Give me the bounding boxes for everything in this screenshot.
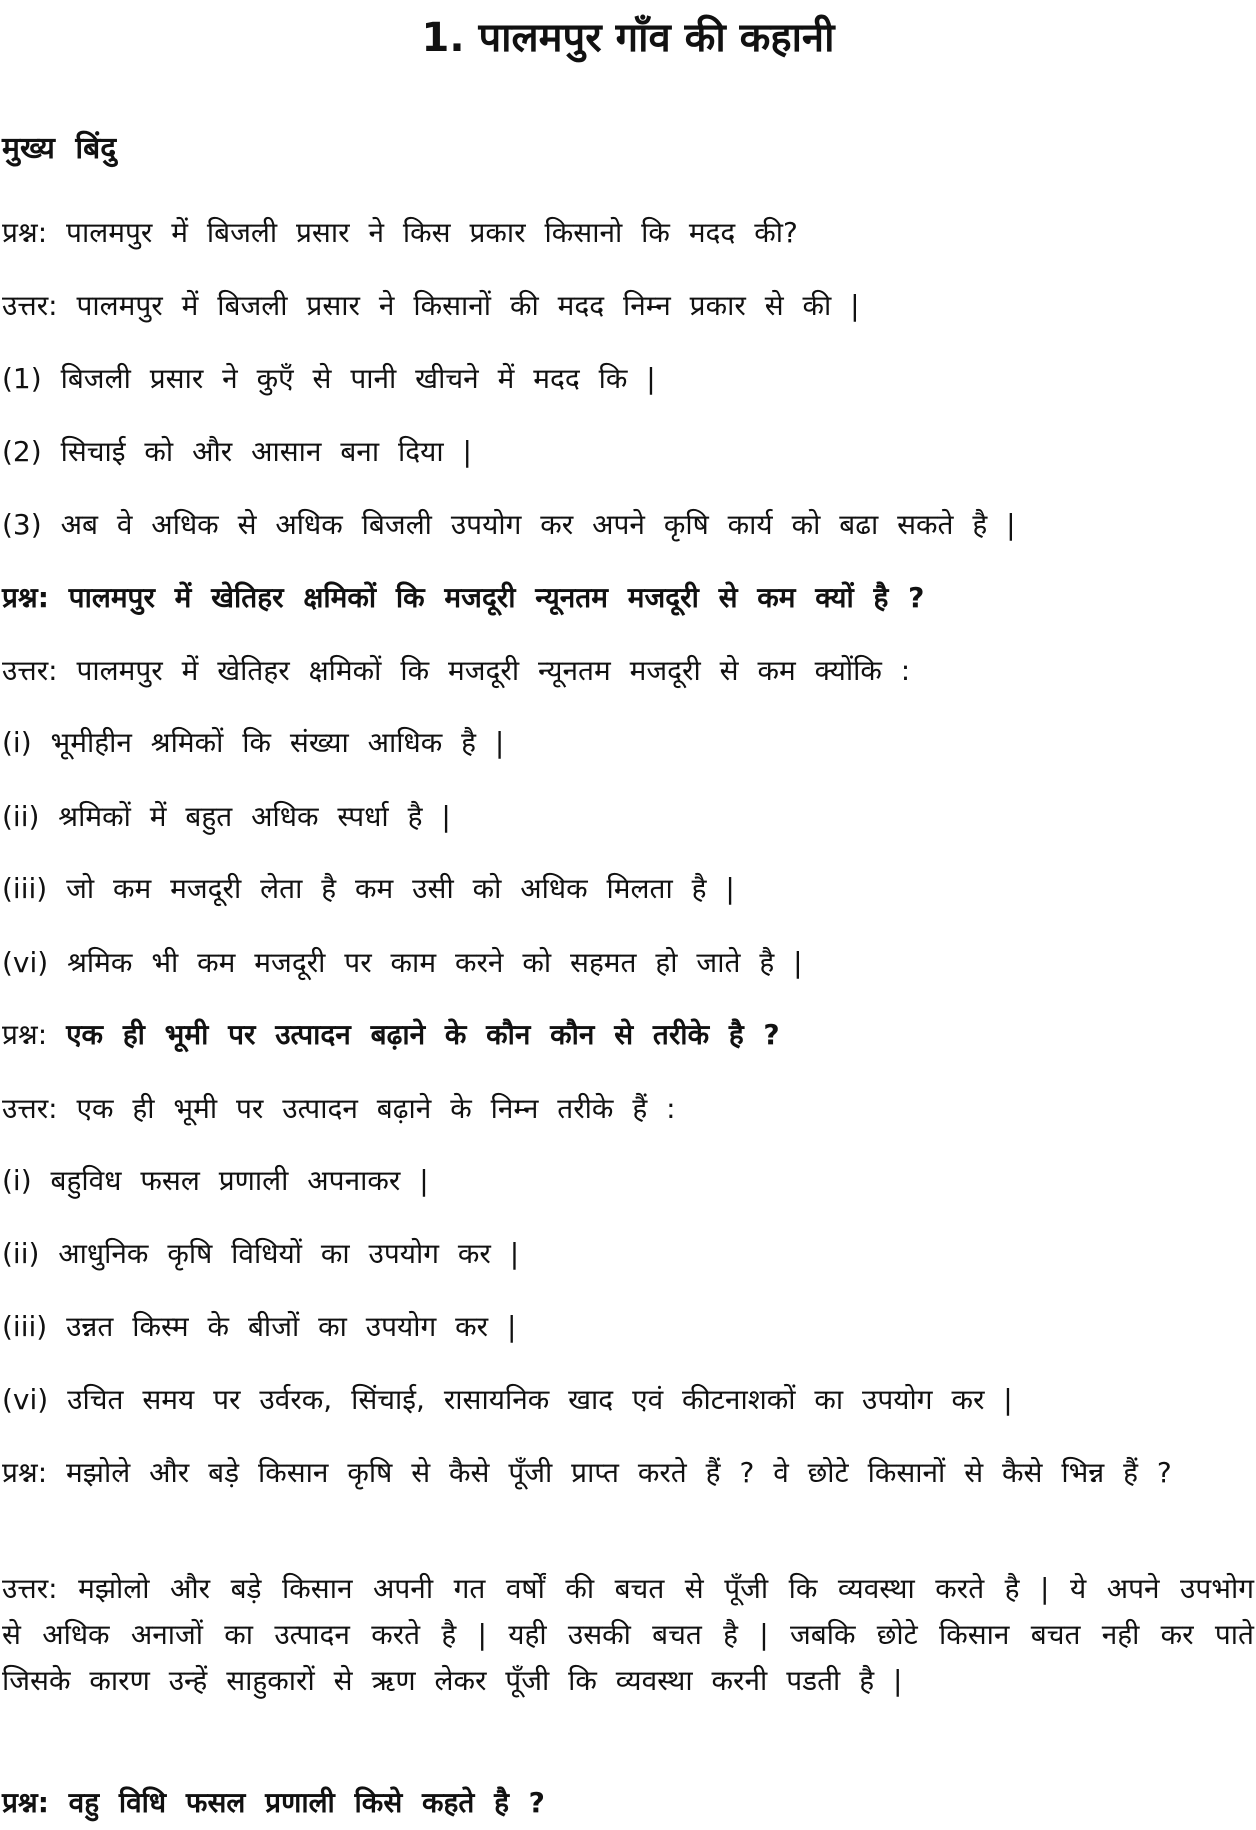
question-label: प्रश्न: [2,1018,48,1051]
page-title: 1. पालमपुर गाँव की कहानी [421,15,835,61]
answer-2: उत्तर: पालमपुर में खेतिहर क्षमिकों कि मजदूरी न्यूनतम मजदूरी से कम क्योंकि : [2,654,911,687]
question-5: प्रश्न: वहु विधि फसल प्रणाली किसे कहते है ? [2,1786,545,1819]
answer-1-point: (1) बिजली प्रसार ने कुएँ से पानी खीचने में मदद कि | [2,362,656,395]
answer-3-point: (iii) उन्नत किस्म के बीजों का उपयोग कर | [2,1310,517,1343]
answer-4: उत्तर: मझोलो और बड़े किसान अपनी गत वर्षों की बचत से पूँजी कि व्यवस्था करते है | ये अपने उपभोग से अधिक अनाजों का उत्पादन करते है | यही उसकी बचत है | जबकि छोटे किसान बचत नही कर पाते जिसके कारण उन्हें साहुकारों से ऋण लेकर पूँजी कि व्यवस्था करनी पडती है | [2,1572,1254,1697]
answer-1: उत्तर: पालमपुर में बिजली प्रसार ने किसानों की मदद निम्न प्रकार से की | [2,289,860,322]
answer-2-point: (ii) श्रमिकों में बहुत अधिक स्पर्धा है | [2,800,451,833]
answer-1-point: (2) सिचाई को और आसान बना दिया | [2,435,472,468]
answer-3: उत्तर: एक ही भूमी पर उत्पादन बढ़ाने के निम्न तरीके हैं : [2,1092,676,1125]
question-2: प्रश्न: पालमपुर में खेतिहर क्षमिकों कि मजदूरी न्यूनतम मजदूरी से कम क्यों है ? [2,581,925,614]
answer-3-point: (vi) उचित समय पर उर्वरक, सिंचाई, रासायनिक खाद एवं कीटनाशकों का उपयोग कर | [2,1383,1013,1416]
answer-2-point: (vi) श्रमिक भी कम मजदूरी पर काम करने को सहमत हो जाते है | [2,946,803,979]
question-3-text: एक ही भूमी पर उत्पादन बढ़ाने के कौन कौन से तरीके है ? [66,1018,780,1051]
section-heading: मुख्य बिंदु [2,131,117,166]
question-1: प्रश्न: पालमपुर में बिजली प्रसार ने किस प्रकार किसानो कि मदद की? [2,216,798,249]
answer-2-point: (i) भूमीहीन श्रमिकों कि संख्या आधिक है | [2,726,505,759]
question-3 [2,1012,1254,1058]
answer-3-point: (ii) आधुनिक कृषि विधियों का उपयोग कर | [2,1237,520,1270]
answer-2-point: (iii) जो कम मजदूरी लेता है कम उसी को अधिक मिलता है | [2,872,735,905]
answer-1-point: (3) अब वे अधिक से अधिक बिजली उपयोग कर अपने कृषि कार्य को बढा सकते है | [2,508,1016,541]
answer-3-point: (i) बहुविध फसल प्रणाली अपनाकर | [2,1164,429,1197]
question-4: प्रश्न: मझोले और बड़े किसान कृषि से कैसे पूँजी प्राप्त करते हैं ? वे छोटे किसानों से कैसे भिन्न हैं ? [2,1456,1172,1489]
